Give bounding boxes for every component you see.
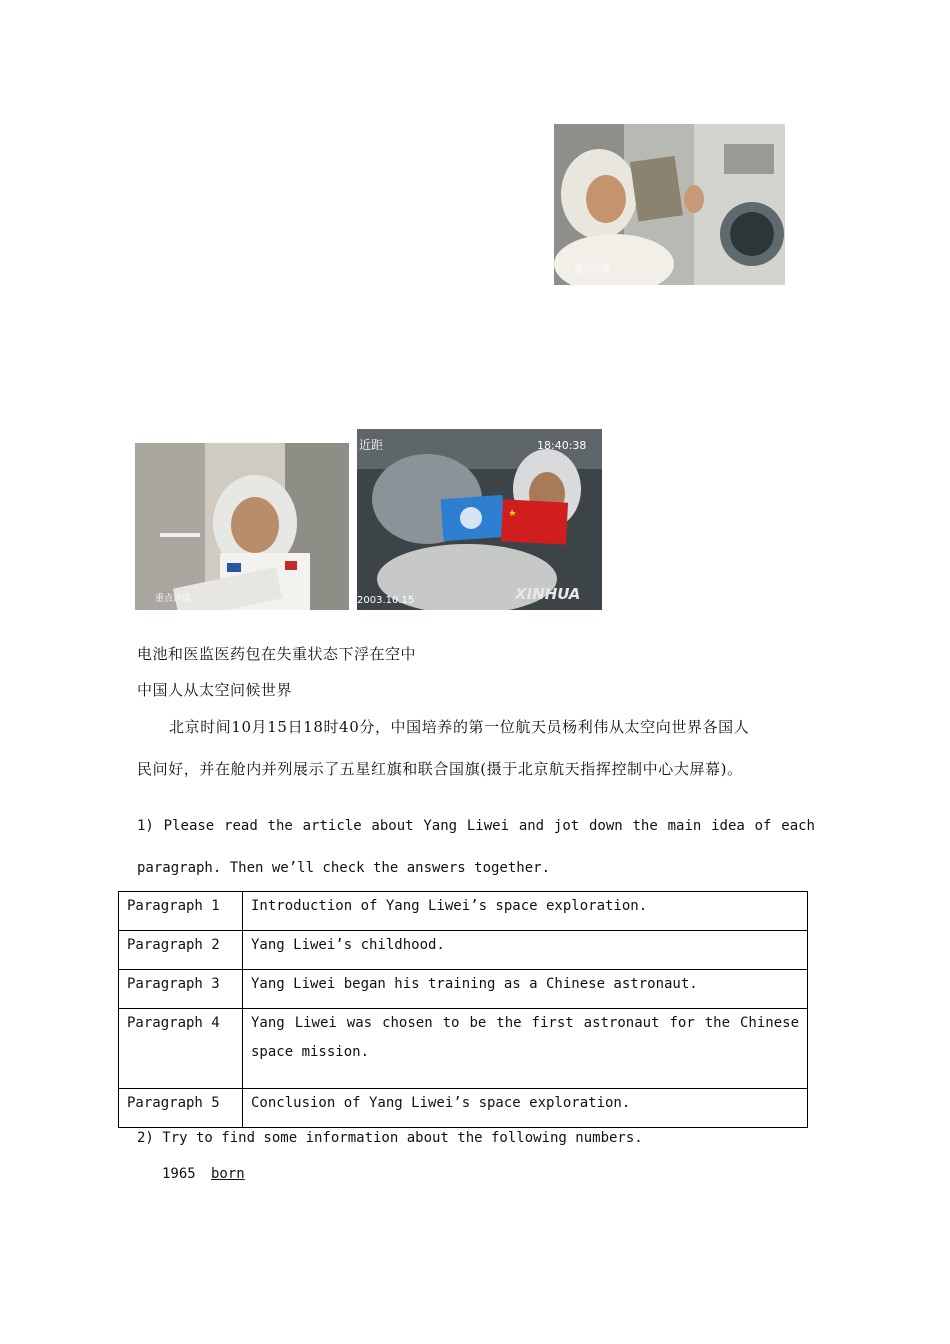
row-summary: Yang Liwei’s childhood.: [243, 931, 808, 970]
photo-overlay-date: 2003.10.15: [357, 595, 415, 606]
row-summary-line2: space mission.: [251, 1044, 370, 1060]
photo-overlay-time: 18:40:38: [537, 439, 587, 452]
table-row: [119, 1089, 808, 1128]
row-summary: Introduction of Yang Liwei’s space exploration.: [243, 892, 808, 931]
exercise2-year: 1965: [162, 1166, 196, 1182]
row-label: Paragraph 3: [119, 970, 243, 1009]
row-summary: Conclusion of Yang Liwei’s space exploration.: [243, 1089, 808, 1128]
exercise1-line1: 1) Please read the article about Yang Liwei and jot down the main idea of each: [137, 818, 815, 834]
row-label: Paragraph 5: [119, 1089, 243, 1128]
row-summary-line1: Yang Liwei was chosen to be the first astronaut for the Chinese: [251, 1015, 799, 1031]
table-row: [119, 892, 808, 931]
row-label: Paragraph 4: [119, 1009, 243, 1089]
table-row: [119, 1009, 808, 1089]
row-label: Paragraph 2: [119, 931, 243, 970]
photo-overlay-label: 重点访谈: [574, 265, 611, 275]
row-label: Paragraph 1: [119, 892, 243, 931]
astronaut-floating-photo: [554, 124, 785, 285]
table-row: [119, 970, 808, 1009]
paragraph-summary-table: [118, 891, 808, 1128]
photo-overlay-brand: XINHUA: [515, 585, 581, 603]
astronaut-notebook-photo: [135, 443, 349, 610]
astronaut-flags-photo: [357, 429, 602, 610]
table-row: [119, 931, 808, 970]
exercise2-answer: born: [211, 1166, 245, 1182]
exercise1-line2: paragraph. Then we’ll check the answers together.: [137, 860, 551, 876]
caption-paragraph-line1: 北京时间10月15日18时40分，中国培养的第一位航天员杨利伟从太空向世界各国人: [169, 718, 750, 736]
exercise2-prompt: 2) Try to find some information about the following numbers.: [137, 1130, 643, 1146]
photo-overlay-label: 重点访谈: [155, 594, 192, 604]
caption-paragraph-line2: 民问好，并在舱内并列展示了五星红旗和联合国旗(摄于北京航天指挥控制中心大屏幕)。: [137, 760, 743, 778]
photo-overlay-top: 近距: [359, 438, 384, 452]
caption-floating-items: 电池和医监医药包在失重状态下浮在空中: [137, 645, 417, 663]
caption-greeting-title: 中国人从太空问候世界: [137, 681, 293, 699]
row-summary: [243, 1009, 808, 1089]
row-summary: Yang Liwei began his training as a Chinese astronaut.: [243, 970, 808, 1009]
